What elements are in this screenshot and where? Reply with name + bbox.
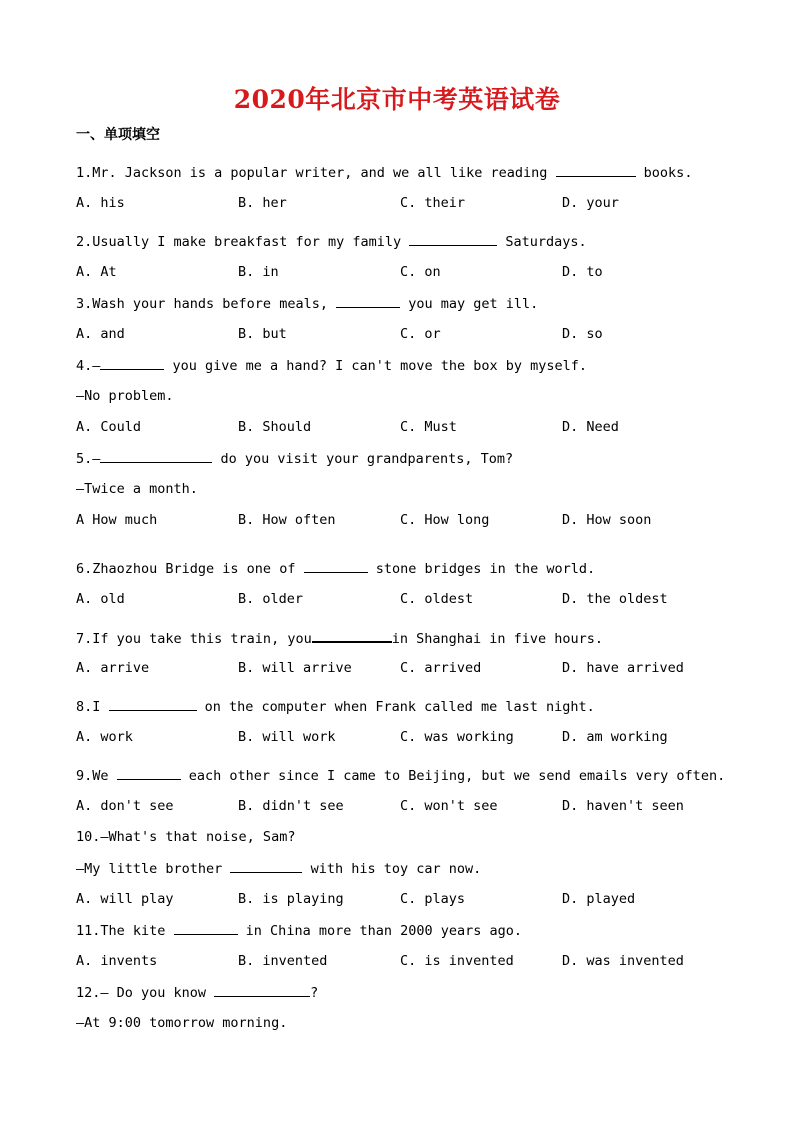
option-c[interactable]: C. Must <box>400 419 457 435</box>
answer-blank <box>409 231 497 246</box>
answer-blank <box>100 448 212 463</box>
question-text: 6.Zhaozhou Bridge is one of <box>76 561 304 577</box>
option-c[interactable]: C. on <box>400 264 441 280</box>
question-text: you may get ill. <box>400 296 539 312</box>
reply-5: —Twice a month. <box>76 481 198 497</box>
option-d[interactable]: D. your <box>562 195 619 211</box>
question-text: in Shanghai in five hours. <box>391 631 604 647</box>
question-2 <box>76 231 736 262</box>
question-text: 3.Wash your hands before meals, <box>76 296 337 312</box>
answer-blank <box>214 982 310 997</box>
section-heading: 一、单项填空 <box>76 127 160 143</box>
question-text: 10.—What's that noise, Sam? <box>76 829 296 845</box>
option-b[interactable]: B. her <box>238 195 287 211</box>
question-text: 4.— <box>76 358 101 374</box>
option-a[interactable]: A. old <box>76 591 125 607</box>
option-a[interactable]: A. and <box>76 326 125 342</box>
answer-blank <box>230 858 302 873</box>
options-7 <box>76 658 736 696</box>
options-11 <box>76 951 736 982</box>
option-c[interactable]: C. plays <box>400 891 466 907</box>
option-d[interactable]: D. am working <box>562 729 668 745</box>
answer-blank <box>100 355 164 370</box>
options-3 <box>76 324 736 355</box>
option-b[interactable]: B. How often <box>238 512 336 528</box>
option-b[interactable]: B. in <box>238 264 279 280</box>
option-a[interactable]: A How much <box>76 512 158 528</box>
option-b[interactable]: B. will work <box>238 729 336 745</box>
options-2 <box>76 262 736 293</box>
question-text: books. <box>635 165 693 181</box>
question-11 <box>76 920 736 951</box>
option-a[interactable]: A. invents <box>76 953 158 969</box>
option-b[interactable]: B. invented <box>238 953 328 969</box>
option-a[interactable]: A. At <box>76 264 117 280</box>
option-d[interactable]: D. to <box>562 264 603 280</box>
option-a[interactable]: A. Could <box>76 419 142 435</box>
question-text: each other since I came to Beijing, but we send emails very often. <box>180 768 726 784</box>
reply-4: —No problem. <box>76 388 174 404</box>
option-b[interactable]: B. but <box>238 326 287 342</box>
option-d[interactable]: D. so <box>562 326 603 342</box>
option-d[interactable]: D. played <box>562 891 636 907</box>
question-text: Saturdays. <box>497 234 587 250</box>
options-1 <box>76 193 736 231</box>
question-text: 8.I <box>76 699 109 715</box>
answer-blank <box>304 558 368 573</box>
option-b[interactable]: B. didn't see <box>238 798 344 814</box>
question-10 <box>76 827 736 858</box>
option-a[interactable]: A. his <box>76 195 125 211</box>
option-d[interactable]: D. was invented <box>562 953 684 969</box>
answer-blank <box>117 765 181 780</box>
question-text: on the computer when Frank called me last night. <box>196 699 595 715</box>
option-d[interactable]: D. the oldest <box>562 591 668 607</box>
options-5 <box>76 510 736 558</box>
question-text: 7.If you take this train, you <box>76 631 312 647</box>
option-b[interactable]: B. older <box>238 591 304 607</box>
options-6 <box>76 589 736 627</box>
question-text: in China more than 2000 years ago. <box>237 923 523 939</box>
option-a[interactable]: A. don't see <box>76 798 174 814</box>
question-text: 2.Usually I make breakfast for my family <box>76 234 410 250</box>
question-1 <box>76 162 736 193</box>
option-c[interactable]: C. How long <box>400 512 490 528</box>
page-title: 2020年北京市中考英语试卷 <box>233 85 561 114</box>
option-a[interactable]: A. arrive <box>76 660 150 676</box>
reply-12: —At 9:00 tomorrow morning. <box>76 1015 288 1031</box>
option-a[interactable]: A. will play <box>76 891 174 907</box>
answer-blank <box>336 293 400 308</box>
question-9 <box>76 765 736 796</box>
option-b[interactable]: B. is playing <box>238 891 344 907</box>
question-4 <box>76 355 736 386</box>
option-b[interactable]: B. will arrive <box>238 660 352 676</box>
question-list <box>76 162 736 1044</box>
question-text: ? <box>310 985 319 1001</box>
question-7 <box>76 627 736 658</box>
question-text: 5.— <box>76 451 101 467</box>
answer-blank <box>556 162 636 177</box>
question-text: 12.— Do you know <box>76 985 215 1001</box>
option-d[interactable]: D. Need <box>562 419 619 435</box>
option-d[interactable]: D. haven't seen <box>562 798 684 814</box>
question-5 <box>76 448 736 479</box>
option-a[interactable]: A. work <box>76 729 133 745</box>
reply-text: —My little brother <box>76 861 231 877</box>
question-text: 11.The kite <box>76 923 174 939</box>
question-text: 1.Mr. Jackson is a popular writer, and we all like reading <box>76 165 556 181</box>
option-c[interactable]: C. or <box>400 326 441 342</box>
answer-blank <box>109 696 197 711</box>
option-c[interactable]: C. is invented <box>400 953 514 969</box>
options-4 <box>76 417 736 448</box>
options-10 <box>76 889 736 920</box>
option-d[interactable]: D. have arrived <box>562 660 684 676</box>
answer-blank <box>312 627 392 643</box>
option-b[interactable]: B. Should <box>238 419 312 435</box>
question-text: you give me a hand? I can't move the box by myself. <box>164 358 588 374</box>
option-c[interactable]: C. oldest <box>400 591 474 607</box>
reply-10 <box>76 858 736 889</box>
options-9 <box>76 796 736 827</box>
option-c[interactable]: C. arrived <box>400 660 482 676</box>
option-c[interactable]: C. won't see <box>400 798 498 814</box>
question-6 <box>76 558 736 589</box>
question-text: do you visit your grandparents, Tom? <box>212 451 514 467</box>
question-text: 9.We <box>76 768 117 784</box>
question-text: stone bridges in the world. <box>367 561 596 577</box>
option-d[interactable]: D. How soon <box>562 512 652 528</box>
question-8 <box>76 696 736 727</box>
option-c[interactable]: C. was working <box>400 729 514 745</box>
option-c[interactable]: C. their <box>400 195 466 211</box>
question-3 <box>76 293 736 324</box>
question-12 <box>76 982 736 1013</box>
answer-blank <box>174 920 238 935</box>
options-8 <box>76 727 736 765</box>
reply-text: with his toy car now. <box>302 861 482 877</box>
